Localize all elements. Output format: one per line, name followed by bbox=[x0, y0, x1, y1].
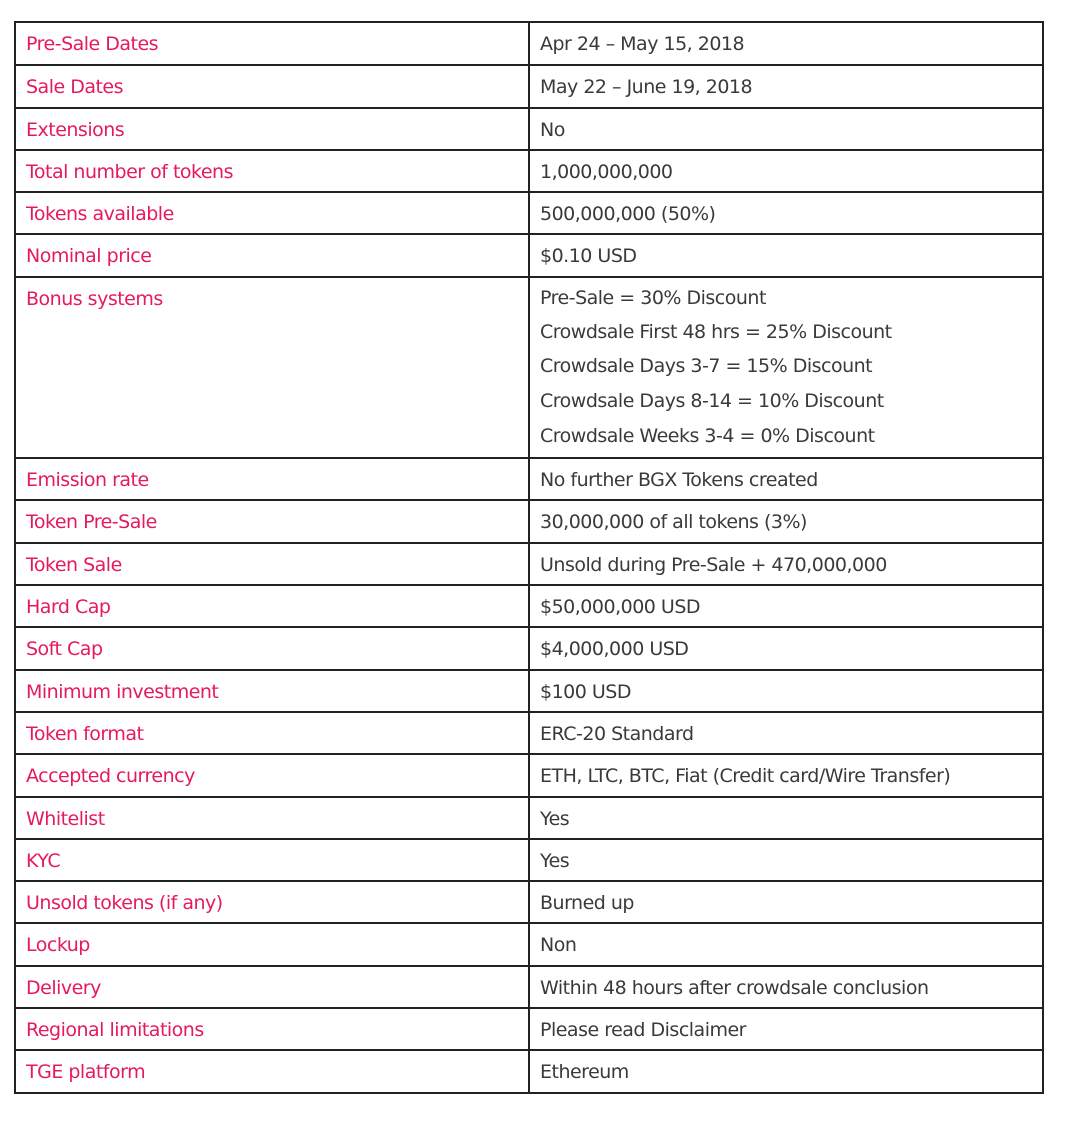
row-label: Accepted currency bbox=[16, 754, 529, 796]
row-value: Unsold during Pre-Sale + 470,000,000 bbox=[529, 543, 1042, 585]
row-value: ETH, LTC, BTC, Fiat (Credit card/Wire Transfer) bbox=[529, 754, 1042, 796]
row-label: Regional limitations bbox=[16, 1008, 529, 1050]
row-label: KYC bbox=[16, 839, 529, 881]
row-value-list bbox=[529, 277, 1042, 458]
table-row bbox=[16, 585, 1042, 627]
row-value: Apr 24 – May 15, 2018 bbox=[529, 23, 1042, 65]
table-row bbox=[16, 1050, 1042, 1092]
row-label: TGE platform bbox=[16, 1050, 529, 1092]
table-row bbox=[16, 543, 1042, 585]
row-label: Extensions bbox=[16, 108, 529, 150]
row-label: Emission rate bbox=[16, 458, 529, 500]
row-label: Hard Cap bbox=[16, 585, 529, 627]
token-sale-details-table bbox=[16, 23, 1042, 1094]
table-row bbox=[16, 966, 1042, 1008]
row-label: Nominal price bbox=[16, 234, 529, 276]
table-row bbox=[16, 458, 1042, 500]
table-row bbox=[16, 234, 1042, 276]
row-value: Please read Disclaimer bbox=[529, 1008, 1042, 1050]
table-row bbox=[16, 839, 1042, 881]
row-label: Pre-Sale Dates bbox=[16, 23, 529, 65]
row-label: Lockup bbox=[16, 923, 529, 965]
row-value: Yes bbox=[529, 839, 1042, 881]
row-label: Delivery bbox=[16, 966, 529, 1008]
table-row bbox=[16, 627, 1042, 669]
table-row bbox=[16, 670, 1042, 712]
row-value: Within 48 hours after crowdsale conclusion bbox=[529, 966, 1042, 1008]
row-label: Total number of tokens bbox=[16, 150, 529, 192]
row-value: Ethereum bbox=[529, 1050, 1042, 1092]
row-value: $50,000,000 USD bbox=[529, 585, 1042, 627]
row-value: $0.10 USD bbox=[529, 234, 1042, 276]
bonus-line: Crowdsale Weeks 3-4 = 0% Discount bbox=[540, 424, 875, 447]
table-row bbox=[16, 500, 1042, 542]
row-value: 1,000,000,000 bbox=[529, 150, 1042, 192]
row-label: Minimum investment bbox=[16, 670, 529, 712]
row-label: Soft Cap bbox=[16, 627, 529, 669]
bonus-line: Crowdsale Days 8-14 = 10% Discount bbox=[540, 389, 884, 412]
row-label: Token Sale bbox=[16, 543, 529, 585]
bonus-line: Pre-Sale = 30% Discount bbox=[540, 286, 766, 309]
row-label: Token format bbox=[16, 712, 529, 754]
table-row bbox=[16, 923, 1042, 965]
row-value: Non bbox=[529, 923, 1042, 965]
table-row bbox=[16, 23, 1042, 65]
table-row bbox=[16, 797, 1042, 839]
table-row bbox=[16, 277, 1042, 458]
row-label: Sale Dates bbox=[16, 65, 529, 107]
table-row bbox=[16, 65, 1042, 107]
row-value: $4,000,000 USD bbox=[529, 627, 1042, 669]
row-value: Yes bbox=[529, 797, 1042, 839]
bonus-line: Crowdsale Days 3-7 = 15% Discount bbox=[540, 355, 873, 378]
row-value: ERC-20 Standard bbox=[529, 712, 1042, 754]
bonus-line: Crowdsale First 48 hrs = 25% Discount bbox=[540, 320, 892, 343]
row-value: May 22 – June 19, 2018 bbox=[529, 65, 1042, 107]
row-label: Tokens available bbox=[16, 192, 529, 234]
table-row bbox=[16, 754, 1042, 796]
table-row bbox=[16, 192, 1042, 234]
table-row bbox=[16, 1008, 1042, 1050]
row-label: Unsold tokens (if any) bbox=[16, 881, 529, 923]
row-value: $100 USD bbox=[529, 670, 1042, 712]
row-label: Token Pre-Sale bbox=[16, 500, 529, 542]
row-value: Burned up bbox=[529, 881, 1042, 923]
row-label: Whitelist bbox=[16, 797, 529, 839]
row-value: No bbox=[529, 108, 1042, 150]
row-value: 30,000,000 of all tokens (3%) bbox=[529, 500, 1042, 542]
row-value: No further BGX Tokens created bbox=[529, 458, 1042, 500]
table-row bbox=[16, 108, 1042, 150]
row-value: 500,000,000 (50%) bbox=[529, 192, 1042, 234]
token-sale-table-frame bbox=[14, 21, 1044, 1094]
table-row bbox=[16, 150, 1042, 192]
table-row bbox=[16, 881, 1042, 923]
row-label: Bonus systems bbox=[16, 277, 529, 458]
table-row bbox=[16, 712, 1042, 754]
